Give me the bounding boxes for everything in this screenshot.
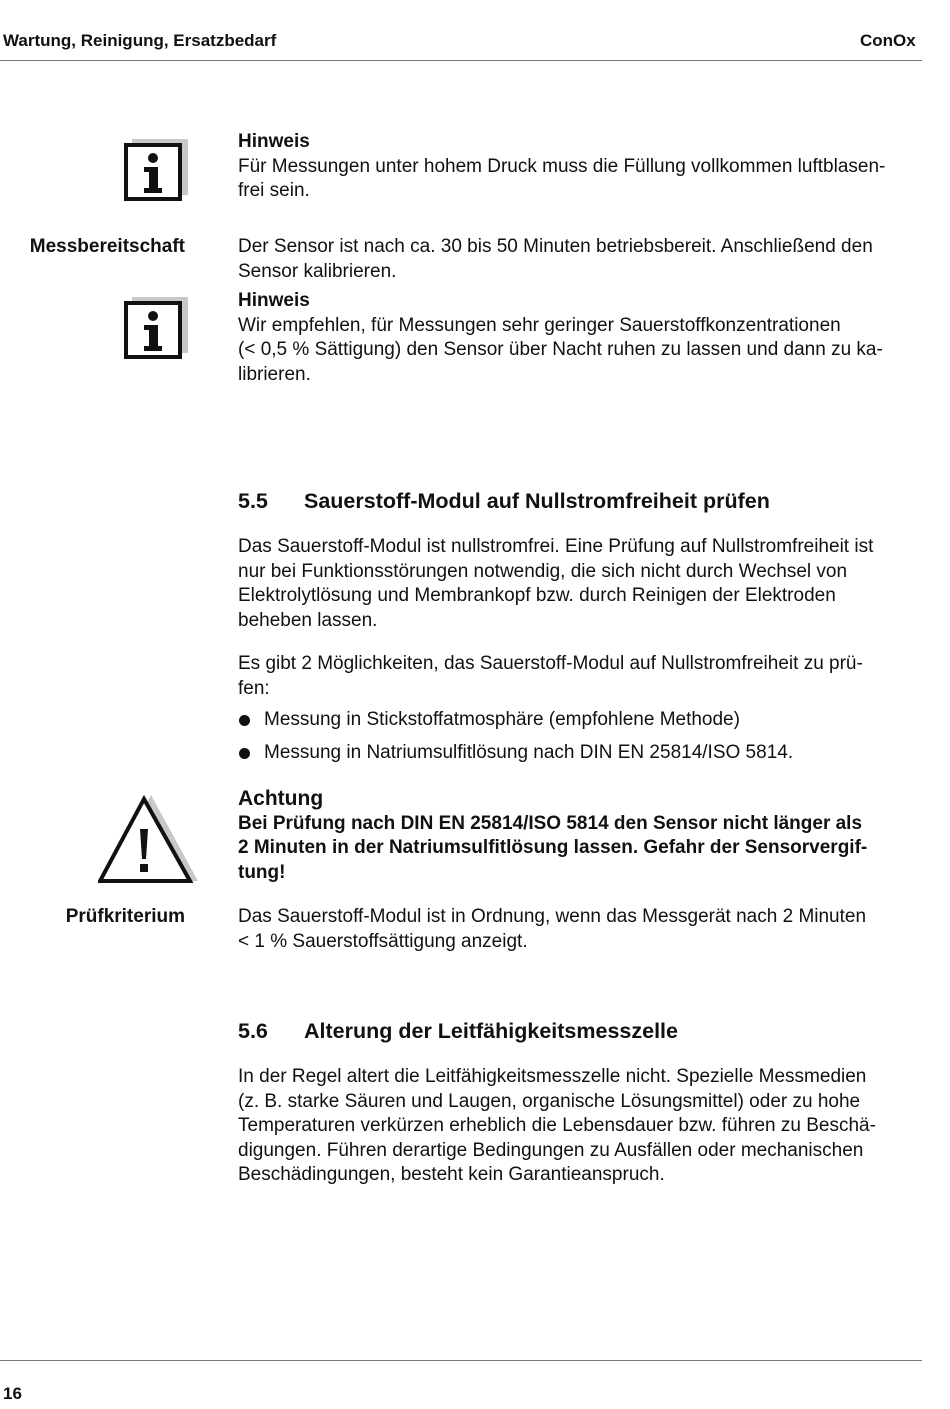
section-heading-5-6 bbox=[238, 1019, 678, 1044]
side-label-pruefkriterium: Prüfkriterium bbox=[65, 906, 185, 927]
list-item bbox=[238, 708, 922, 741]
section-heading-5-5 bbox=[238, 489, 770, 514]
section-number: 5.5 bbox=[238, 489, 268, 513]
list-item-text: Messung in Stickstoffatmosphäre (empfohlene Methode) bbox=[264, 709, 740, 730]
section-title: Alterung der Leitfähigkeitsmesszelle bbox=[304, 1019, 678, 1043]
paragraph-line: (z. B. starke Säuren und Laugen, organische Lösungsmittel) oder zu hohe bbox=[238, 1090, 861, 1112]
paragraph-line: < 1 % Sauerstoffsättigung anzeigt. bbox=[238, 930, 528, 952]
section-5-5-paragraph-2 bbox=[238, 652, 922, 701]
paragraph-line: nur bei Funktionsstörungen notwendig, die sich nicht durch Wechsel von bbox=[238, 560, 848, 582]
section-title: Sauerstoff-Modul auf Nullstromfreiheit prüfen bbox=[304, 489, 770, 513]
warning-icon bbox=[98, 793, 200, 885]
footer-divider bbox=[0, 1360, 922, 1361]
section-5-5-paragraph-1 bbox=[238, 535, 922, 633]
section-5-6-paragraph bbox=[238, 1065, 922, 1188]
info-icon bbox=[124, 137, 190, 203]
bullet-dot-icon bbox=[239, 715, 250, 726]
note-text-line: frei sein. bbox=[238, 180, 310, 201]
note-title: Hinweis bbox=[238, 131, 310, 152]
paragraph-line: Temperaturen verkürzen erheblich die Lebensdauer bzw. führen zu Beschä- bbox=[238, 1115, 876, 1136]
caution-text-line: tung! bbox=[238, 861, 286, 883]
page-number: 16 bbox=[3, 1384, 22, 1403]
paragraph-line: Es gibt 2 Möglichkeiten, das Sauerstoff-Modul auf Nullstromfreiheit zu prü- bbox=[238, 653, 863, 674]
info-icon bbox=[124, 295, 190, 361]
note-title: Hinweis bbox=[238, 290, 310, 311]
note-text-line: librieren. bbox=[238, 363, 311, 385]
paragraph-line: digungen. Führen derartige Bedingungen zu Ausfällen oder mechanischen bbox=[238, 1139, 864, 1161]
messbereitschaft-text bbox=[238, 235, 922, 284]
list-item bbox=[238, 741, 922, 774]
paragraph-line: Elektrolytlösung und Membrankopf bzw. durch Reinigen der Elektroden bbox=[238, 585, 836, 606]
note-text-line: (< 0,5 % Sättigung) den Sensor über Nacht ruhen zu lassen und dann zu ka- bbox=[238, 339, 883, 360]
paragraph-line: Das Sauerstoff-Modul ist in Ordnung, wenn das Messgerät nach 2 Minuten bbox=[238, 906, 867, 927]
paragraph-line: fen: bbox=[238, 677, 270, 699]
note-hint-pressure bbox=[238, 130, 922, 204]
section-number: 5.6 bbox=[238, 1019, 268, 1043]
paragraph-line: In der Regel altert die Leitfähigkeitsmesszelle nicht. Spezielle Messmedien bbox=[238, 1066, 867, 1087]
caution-text-line: 2 Minuten in der Natriumsulfitlösung lassen. Gefahr der Sensorvergif- bbox=[238, 837, 868, 858]
caution-text-line: Bei Prüfung nach DIN EN 25814/ISO 5814 den Sensor nicht länger als bbox=[238, 812, 863, 834]
header-divider bbox=[0, 60, 922, 61]
pruefkriterium-text bbox=[238, 905, 922, 954]
caution-block bbox=[238, 787, 922, 885]
paragraph-line: Das Sauerstoff-Modul ist nullstromfrei. Eine Prüfung auf Nullstromfreiheit ist bbox=[238, 536, 874, 557]
bullet-dot-icon bbox=[239, 748, 250, 759]
paragraph-line: Der Sensor ist nach ca. 30 bis 50 Minuten betriebsbereit. Anschließend den bbox=[238, 236, 873, 257]
paragraph-line: Sensor kalibrieren. bbox=[238, 260, 397, 282]
list-item-text: Messung in Natriumsulfitlösung nach DIN EN 25814/ISO 5814. bbox=[264, 742, 794, 763]
page-header-product-name: ConOx bbox=[860, 31, 916, 50]
page-header-section-title: Wartung, Reinigung, Ersatzbedarf bbox=[3, 31, 277, 50]
side-label-messbereitschaft: Messbereitschaft bbox=[29, 236, 185, 257]
paragraph-line: beheben lassen. bbox=[238, 609, 378, 631]
note-text-line: Wir empfehlen, für Messungen sehr geringer Sauerstoffkonzentrationen bbox=[238, 314, 841, 336]
note-text-line: Für Messungen unter hohem Druck muss die Füllung vollkommen luftblasen- bbox=[238, 155, 886, 177]
note-hint-low-oxygen bbox=[238, 289, 922, 387]
method-bullet-list bbox=[238, 708, 922, 774]
paragraph-line: Beschädingungen, besteht kein Garantieanspruch. bbox=[238, 1164, 665, 1185]
caution-title: Achtung bbox=[238, 787, 324, 810]
